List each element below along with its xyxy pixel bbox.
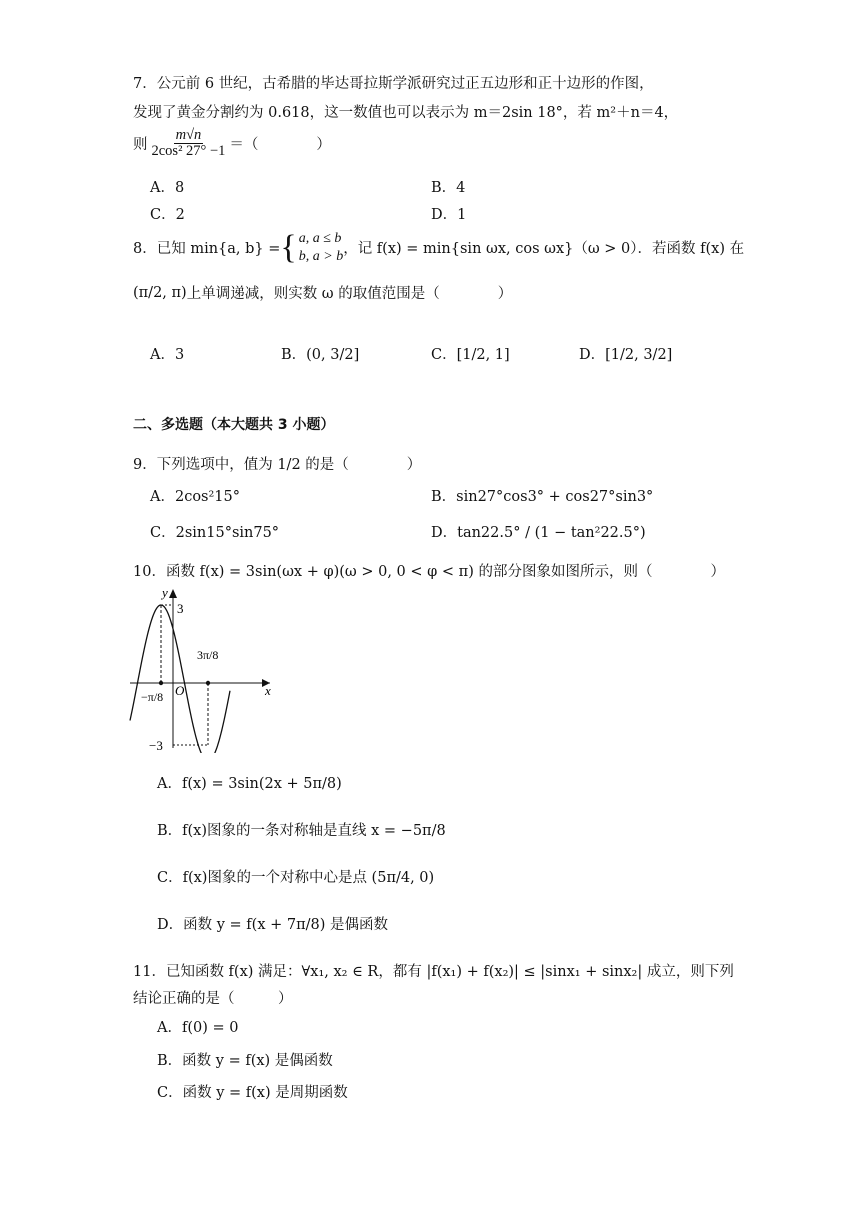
q8-line1 <box>133 230 744 265</box>
y-min-label: −3 <box>149 738 163 753</box>
tick-left-label: −π/8 <box>141 690 164 704</box>
q7-frac-num: m√n <box>175 127 202 143</box>
q9-option-a[interactable]: A．2cos²15° <box>150 489 241 505</box>
q9-option-c[interactable]: C．2sin15°sin75° <box>150 525 280 541</box>
q10-option-d[interactable]: D．函数 y = f(x + 7π/8) 是偶函数 <box>157 917 388 933</box>
q9-option-b[interactable]: B．sin27°cos3° + cos27°sin3° <box>431 489 654 505</box>
q8-prefix: 8．已知 min{a, b} = <box>133 241 281 257</box>
q11-option-b[interactable]: B．函数 y = f(x) 是偶函数 <box>157 1053 333 1069</box>
q7-option-b[interactable]: B．4 <box>431 180 466 196</box>
origin-label: O <box>175 683 185 698</box>
q8-piecewise <box>280 230 343 265</box>
q7-option-a[interactable]: A．8 <box>150 180 185 196</box>
section-title: 二、多选题（本大题共 3 小题） <box>133 417 335 433</box>
q7-line3 <box>133 128 331 159</box>
q8-option-a[interactable]: A．3 <box>150 347 185 363</box>
sine-curve <box>130 605 230 753</box>
q10-option-b[interactable]: B．f(x)图象的一条对称轴是直线 x = −5π/8 <box>157 823 446 839</box>
q8-option-d[interactable]: D．[1/2, 3/2] <box>579 347 673 363</box>
y-label: y <box>162 585 168 600</box>
q11-option-a[interactable]: A．f(0) = 0 <box>157 1020 239 1036</box>
q8-mid: ，记 f(x) = min{sin ωx, cos ωx}（ω > 0）．若函数 f(x) 在 <box>343 241 745 257</box>
q8-option-b[interactable]: B．(0, 3/2] <box>281 347 360 363</box>
q7-option-c[interactable]: C．2 <box>150 207 185 223</box>
q8-interval: (π/2, π) <box>133 284 187 301</box>
q10-graph <box>125 583 280 753</box>
point-left <box>159 681 163 685</box>
q7-equals: ＝（ ） <box>229 137 331 154</box>
q8-line2 <box>133 282 512 303</box>
q10-option-a[interactable]: A．f(x) = 3sin(2x + 5π/8) <box>157 776 342 792</box>
q11-option-c[interactable]: C．函数 y = f(x) 是周期函数 <box>157 1085 348 1101</box>
q7-then: 则 <box>133 137 148 154</box>
q8-case2: b, a > b <box>298 248 344 264</box>
point-right <box>206 681 210 685</box>
q11-line1: 11．已知函数 f(x) 满足：∀x₁, x₂ ∈ R，都有 |f(x₁) + f(x₂)| ≤ |sinx₁ + sinx₂| 成立，则下列 <box>133 964 734 980</box>
q9-option-d[interactable]: D．tan22.5° / (1 − tan²22.5°) <box>431 525 646 541</box>
q10-stem: 10．函数 f(x) = 3sin(ωx + φ)(ω > 0, 0 < φ < π) 的部分图象如图所示，则（ ） <box>133 564 725 580</box>
q10-option-c[interactable]: C．f(x)图象的一个对称中心是点 (5π/4, 0) <box>157 870 435 886</box>
q7-line2: 发现了黄金分割约为 0.618，这一数值也可以表示为 m＝2sin 18°，若 m²＋n＝4， <box>133 105 679 121</box>
q8-case1: a, a ≤ b <box>298 231 342 246</box>
tick-right-label: 3π/8 <box>197 648 219 662</box>
y-axis-arrow <box>169 589 177 598</box>
q9-stem: 9．下列选项中，值为 1/2 的是（ ） <box>133 457 422 473</box>
q7-line1: 7．公元前 6 世纪，古希腊的毕达哥拉斯学派研究过正五边形和正十边形的作图， <box>133 76 654 92</box>
q7-fraction <box>150 128 228 159</box>
q8-option-c[interactable]: C．[1/2, 1] <box>431 347 510 363</box>
q8-line2-suffix: 上单调递减，则实数 ω 的取值范围是（ ） <box>186 286 513 302</box>
y-max-label: 3 <box>177 601 184 616</box>
q11-line2: 结论正确的是（ ） <box>133 991 293 1007</box>
q8-brace: { <box>280 228 297 266</box>
q7-frac-den: 2cos² 27° −1 <box>151 143 226 160</box>
x-label: x <box>265 683 271 698</box>
q7-option-d[interactable]: D．1 <box>431 207 467 223</box>
